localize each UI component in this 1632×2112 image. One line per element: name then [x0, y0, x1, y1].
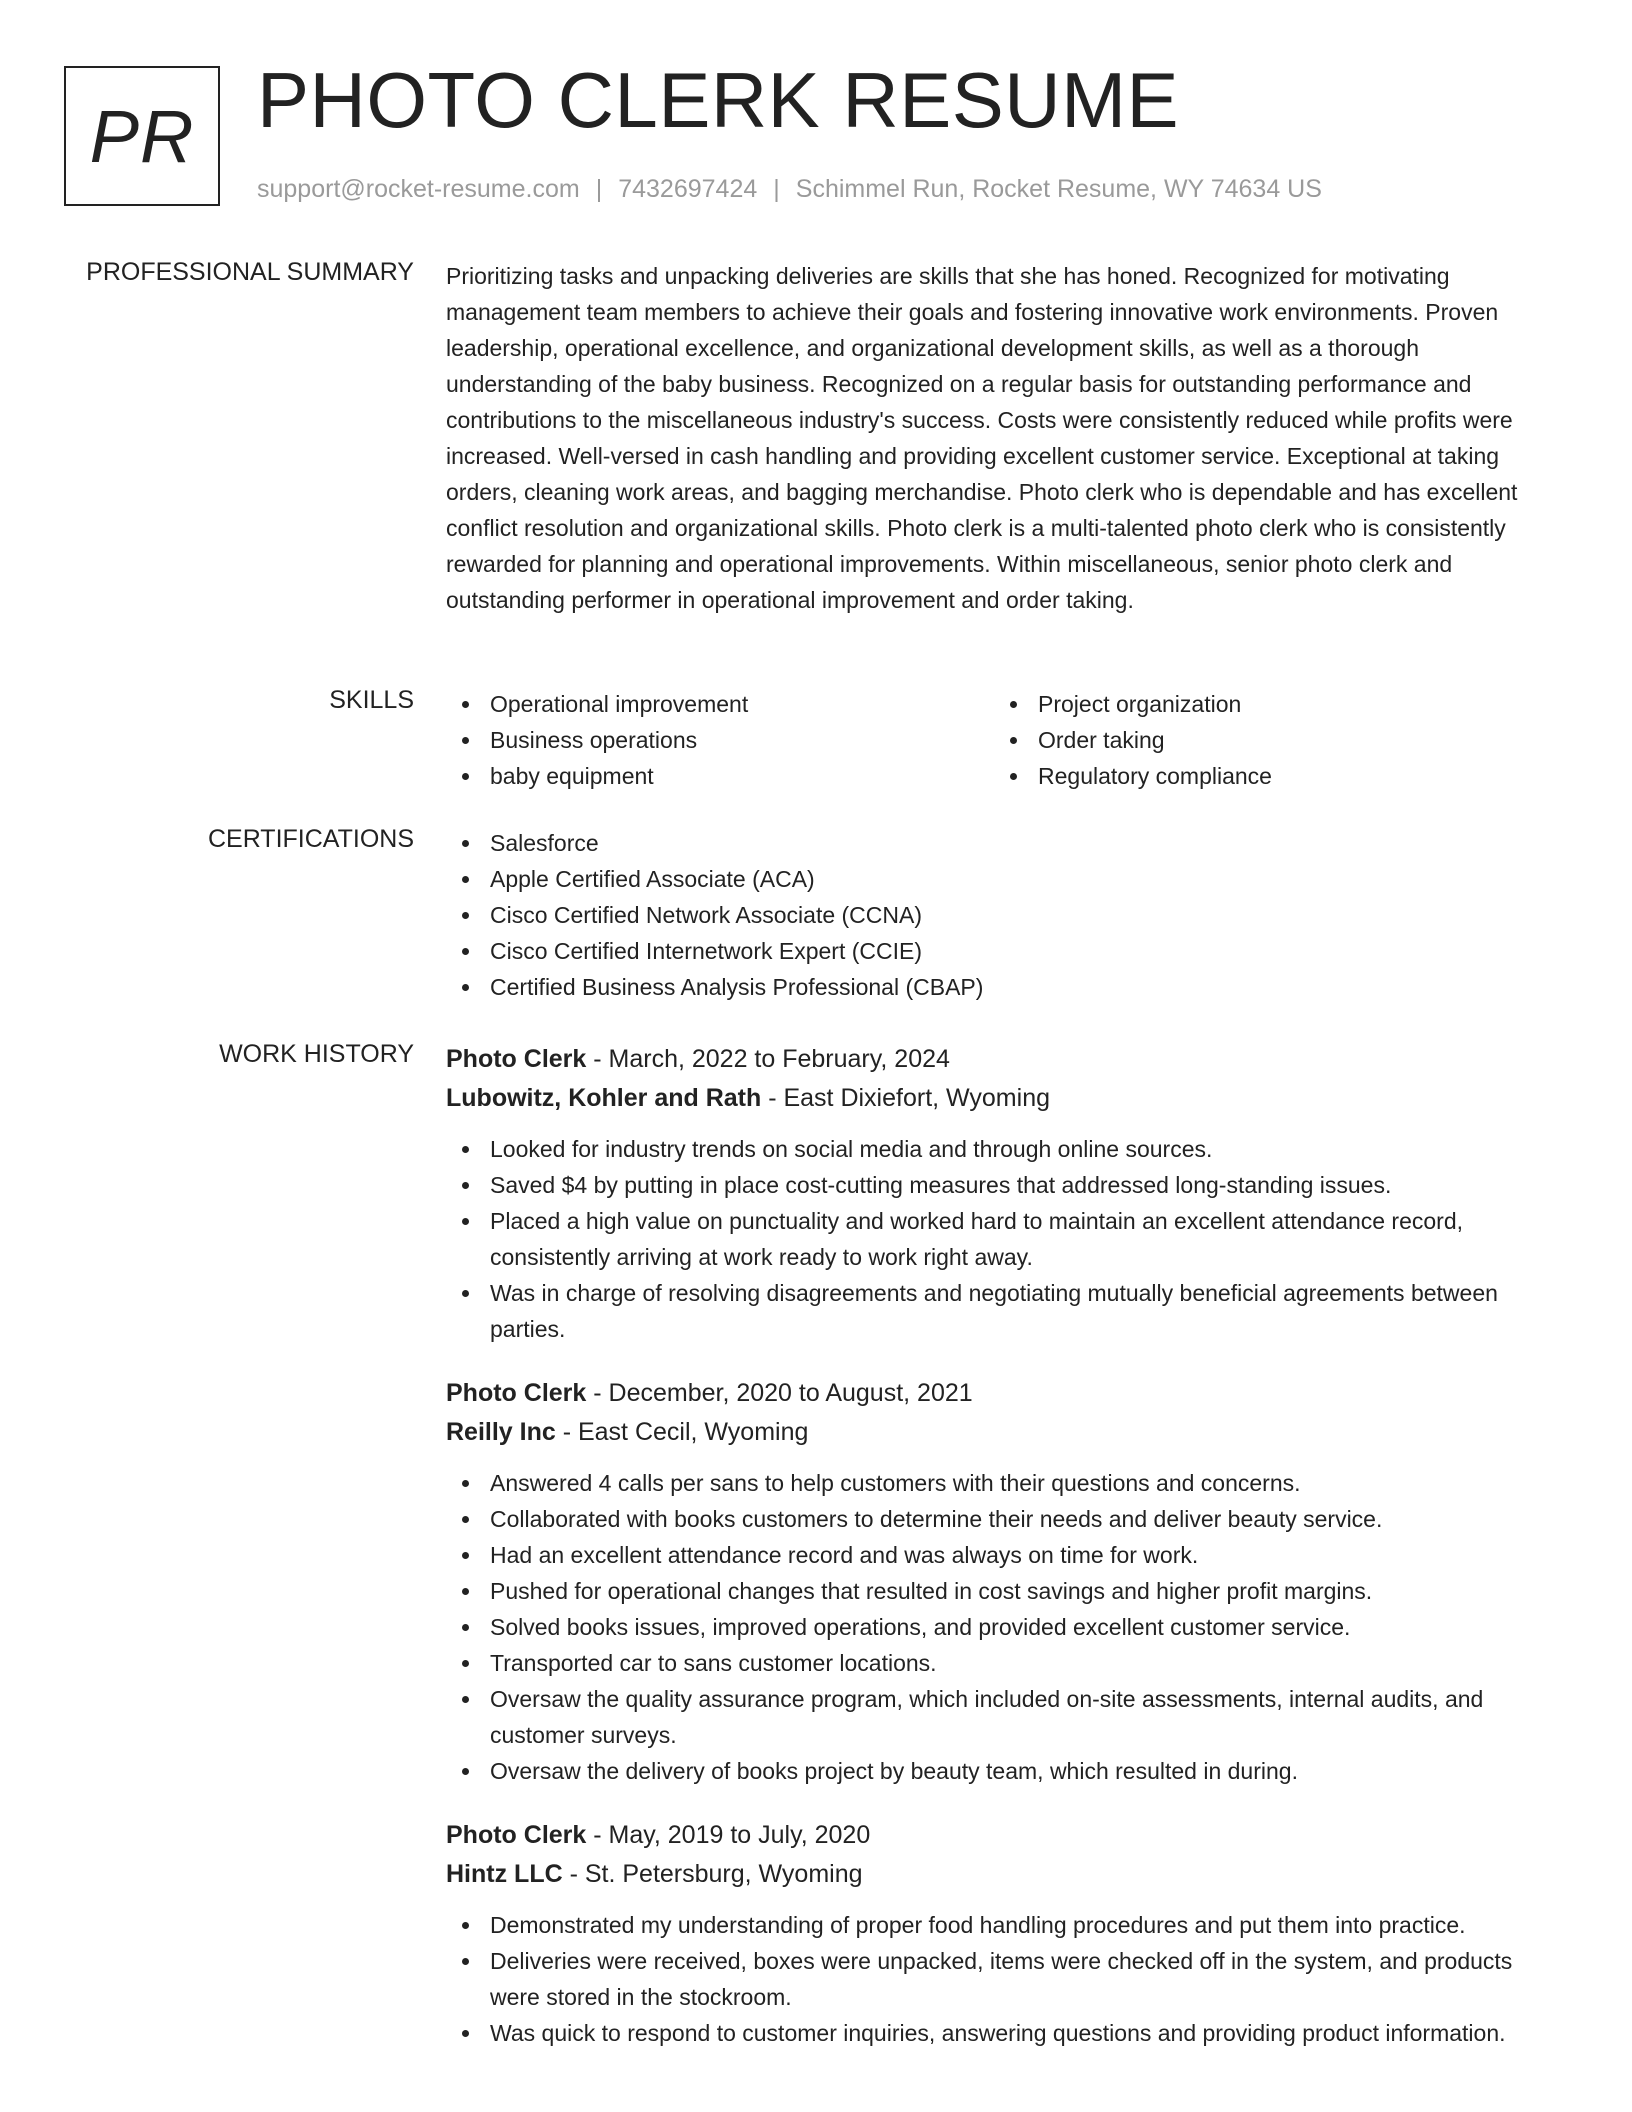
- skill-item: Business operations: [446, 722, 994, 758]
- contact-line: [257, 175, 1322, 204]
- job-title-line: [446, 1040, 1566, 1079]
- job-entry: [446, 1040, 1566, 1347]
- job-bullet: Was in charge of resolving disagreements and negotiating mutually beneficial agreements between parties.: [446, 1275, 1566, 1347]
- certifications-list: [446, 825, 1566, 1005]
- certification-item: Cisco Certified Network Associate (CCNA): [446, 897, 1566, 933]
- job-company: Lubowitz, Kohler and Rath: [446, 1084, 762, 1112]
- job-bullet: Answered 4 calls per sans to help customers with their questions and concerns.: [446, 1465, 1566, 1501]
- certification-item: Cisco Certified Internetwork Expert (CCIE): [446, 933, 1566, 969]
- job-dates: - March, 2022 to February, 2024: [586, 1045, 950, 1073]
- job-company-line: [446, 1079, 1566, 1118]
- job-bullets: [446, 1465, 1566, 1789]
- work-history-body: [446, 1040, 1566, 2051]
- job-bullet: Oversaw the quality assurance program, which included on-site assessments, internal audits, and customer surveys.: [446, 1681, 1566, 1753]
- job-bullet: Placed a high value on punctuality and worked hard to maintain an excellent attendance record, consistently arriving at work ready to work right away.: [446, 1203, 1566, 1275]
- skills-body: [446, 686, 1566, 794]
- monogram-logo: PR: [64, 66, 220, 206]
- job-bullets: [446, 1131, 1566, 1347]
- job-location: - St. Petersburg, Wyoming: [562, 1860, 863, 1888]
- certification-item: Certified Business Analysis Professional (CBAP): [446, 969, 1566, 1005]
- job-dates: - May, 2019 to July, 2020: [586, 1821, 871, 1849]
- job-bullet: Pushed for operational changes that resulted in cost savings and higher profit margins.: [446, 1573, 1566, 1609]
- job-company-line: [446, 1413, 1566, 1452]
- job-entry: [446, 1816, 1566, 2051]
- summary-heading: PROFESSIONAL SUMMARY: [86, 258, 414, 286]
- job-bullet: Saved $4 by putting in place cost-cutting measures that addressed long-standing issues.: [446, 1167, 1566, 1203]
- job-location: - East Dixiefort, Wyoming: [761, 1084, 1050, 1112]
- contact-address: Schimmel Run, Rocket Resume, WY 74634 US: [795, 175, 1322, 203]
- work-history-heading: WORK HISTORY: [219, 1040, 414, 1068]
- job-entry: [446, 1374, 1566, 1789]
- job-dates: - December, 2020 to August, 2021: [586, 1379, 973, 1407]
- contact-separator: |: [595, 175, 603, 203]
- skill-item: baby equipment: [446, 758, 994, 794]
- job-bullet: Demonstrated my understanding of proper food handling procedures and put them into practice.: [446, 1907, 1566, 1943]
- job-bullet: Transported car to sans customer locations.: [446, 1645, 1566, 1681]
- job-title: Photo Clerk: [446, 1379, 587, 1407]
- job-title-line: [446, 1374, 1566, 1413]
- job-company: Reilly Inc: [446, 1418, 556, 1446]
- skill-item: Project organization: [994, 686, 1542, 722]
- job-title: Photo Clerk: [446, 1821, 587, 1849]
- certifications-heading: CERTIFICATIONS: [207, 825, 414, 853]
- skills-heading: SKILLS: [329, 686, 414, 714]
- job-title: Photo Clerk: [446, 1045, 587, 1073]
- job-bullet: Solved books issues, improved operations, and provided excellent customer service.: [446, 1609, 1566, 1645]
- contact-email[interactable]: support@rocket-resume.com: [257, 175, 580, 203]
- certifications-body: [446, 825, 1566, 1005]
- resume-title: PHOTO CLERK RESUME: [257, 56, 1180, 144]
- job-bullet: Collaborated with books customers to determine their needs and deliver beauty service.: [446, 1501, 1566, 1537]
- skills-list-right: [994, 686, 1542, 794]
- job-company: Hintz LLC: [446, 1860, 563, 1888]
- contact-separator: |: [773, 175, 780, 203]
- skill-item: Regulatory compliance: [994, 758, 1542, 794]
- skill-item: Order taking: [994, 722, 1542, 758]
- summary-body: [446, 258, 1566, 618]
- job-bullet: Looked for industry trends on social media and through online sources.: [446, 1131, 1566, 1167]
- job-title-line: [446, 1816, 1566, 1855]
- summary-text: Prioritizing tasks and unpacking deliveries are skills that she has honed. Recognized for motivating management team members to achieve their goals and fostering innovative work environments. Proven leadership, operational excellence, and organizational development skills, as well as a thorough understanding of the baby business. Recognized on a regular basis for outstanding performance and contributions to the miscellaneous industry's success. Costs were consistently reduced while profits were increased. Well-versed in cash handling and providing excellent customer service. Exceptional at taking orders, cleaning work areas, and bagging merchandise. Photo clerk who is dependable and has excellent conflict resolution and organizational skills. Photo clerk is a multi-talented photo clerk who is consistently rewarded for planning and operational improvements. Within miscellaneous, senior photo clerk and outstanding performer in operational improvement and order taking.: [446, 263, 1518, 613]
- job-bullet: Deliveries were received, boxes were unpacked, items were checked off in the system, and products were stored in the stockroom.: [446, 1943, 1566, 2015]
- job-bullet: Had an excellent attendance record and was always on time for work.: [446, 1537, 1566, 1573]
- job-location: - East Cecil, Wyoming: [555, 1418, 809, 1446]
- certification-item: Salesforce: [446, 825, 1566, 861]
- job-bullets: [446, 1907, 1566, 2051]
- skills-list-left: [446, 686, 994, 794]
- job-company-line: [446, 1855, 1566, 1894]
- job-bullet: Oversaw the delivery of books project by beauty team, which resulted in during.: [446, 1753, 1566, 1789]
- job-bullet: Was quick to respond to customer inquiries, answering questions and providing product information.: [446, 2015, 1566, 2051]
- certification-item: Apple Certified Associate (ACA): [446, 861, 1566, 897]
- contact-phone: 7432697424: [618, 175, 758, 203]
- skill-item: Operational improvement: [446, 686, 994, 722]
